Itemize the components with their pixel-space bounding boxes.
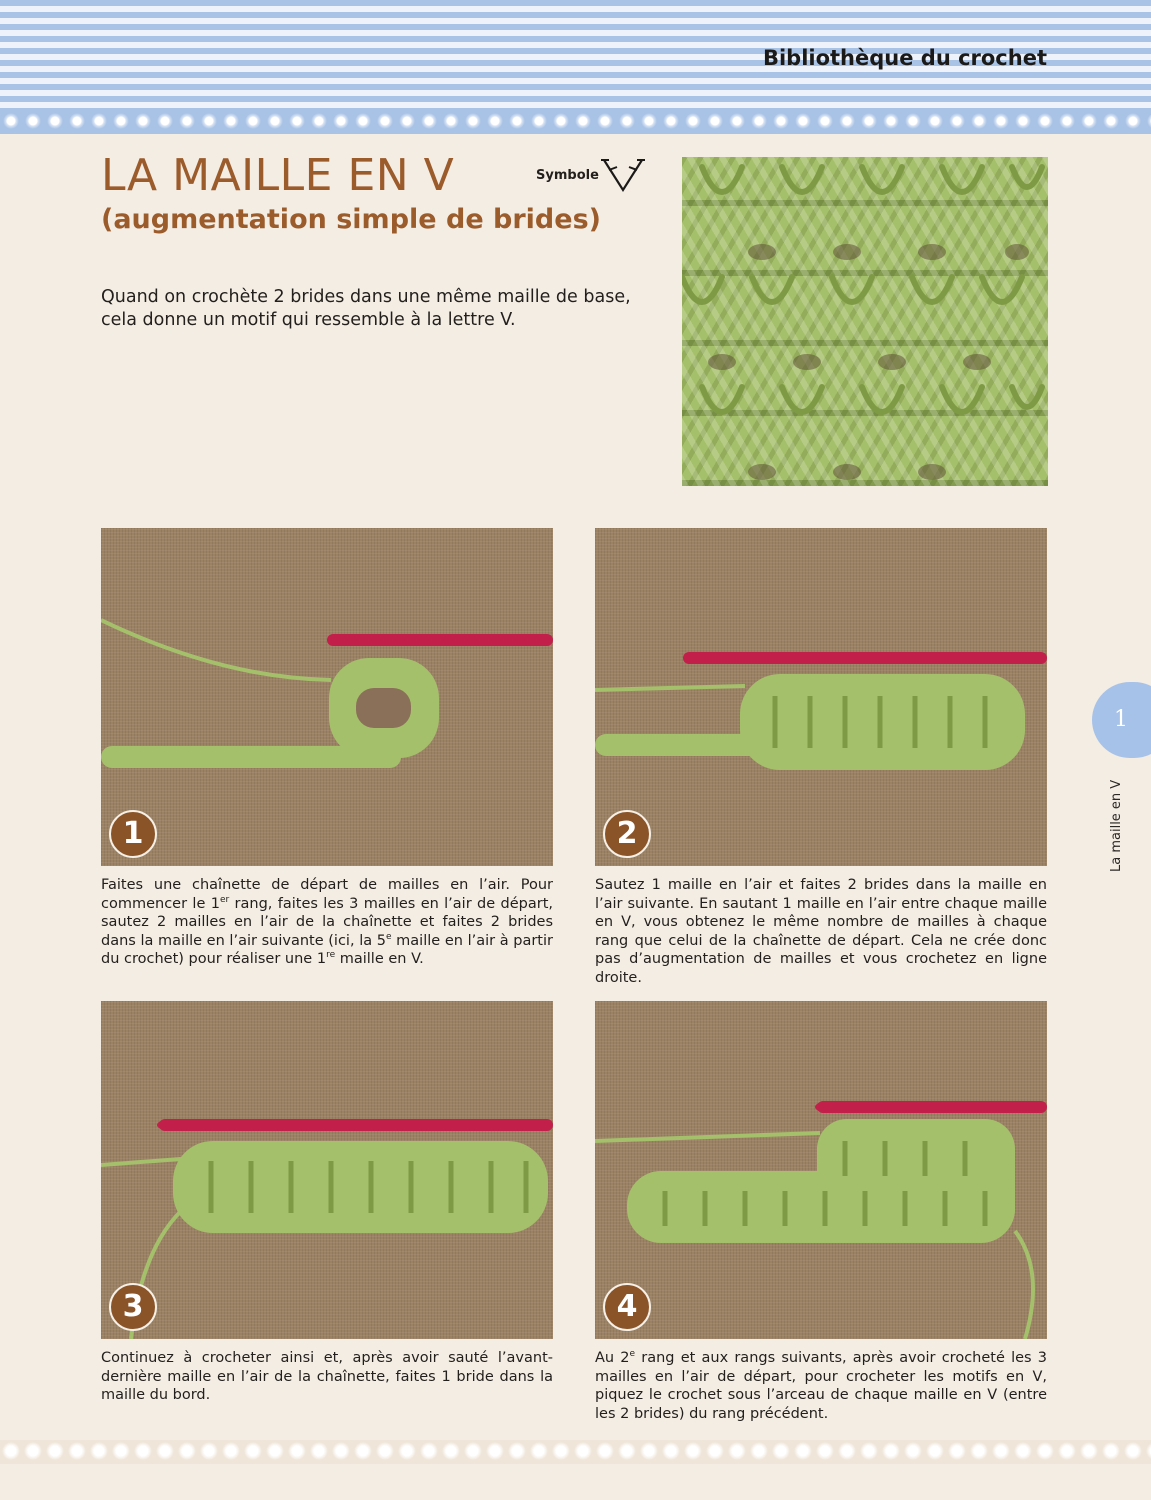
running-header: Bibliothèque du crochet [762,46,1047,70]
step-number-badge: 3 [109,1283,157,1331]
step-3-photo [101,1001,553,1339]
step-1-photo [101,528,553,866]
chapter-tab: 1 [1092,682,1151,758]
intro-line: cela donne un motif qui ressemble à la lettre V. [101,310,516,330]
step-2-text: Sautez 1 maille en l’air et faites 2 brides dans la maille en l’air suivante. En sautant 1 maille en l’air entre chaque maille en V, vous obtenez le même nombre de mailles à chaque rang que celui de la chaînette de départ. Cela ne crée donc pas d’augmentation de mailles et vous crochetez en ligne droite. [595,877,1047,986]
step-2-photo [595,528,1047,866]
lace-trim-bottom [0,1440,1151,1464]
crochet-work-illustration [595,1001,1047,1339]
step-number-badge: 1 [109,810,157,858]
symbol-label: Symbole [536,168,599,183]
v-stitch-symbol-icon [600,154,646,194]
page-subtitle: (augmentation simple de brides) [101,204,601,235]
swatch-texture [682,157,1048,486]
step-3-text: Continuez à crocheter ainsi et, après avoir sauté l’avant-dernière maille en l’air de la chaînette, faites 1 bride dans la maille du bord. [101,1350,553,1404]
intro-line: Quand on crochète 2 brides dans une même maille de base, [101,287,631,307]
chapter-side-label: La maille en V [1109,779,1124,872]
crochet-work-illustration [101,528,553,866]
step-number-badge: 4 [603,1283,651,1331]
crochet-work-illustration [595,528,1047,866]
step-1-text: Faites une chaînette de départ de mailles en l’air. Pour commencer le 1er rang, faites les 3 mailles en l’air de départ, sautez 2 mailles en l’air de la chaînette et faites 2 brides dans la maille en l’air suivante (ici, la 5e maille en l’air à partir du crochet) pour réaliser une 1re maille en V. [101,877,553,968]
lace-trim-top [0,112,1151,134]
page-title: LA MAILLE EN V [101,150,455,201]
crochet-work-illustration [101,1001,553,1339]
swatch-photo [682,157,1048,486]
step-4-photo [595,1001,1047,1339]
step-number-badge: 2 [603,810,651,858]
intro-text [101,286,661,332]
step-4-text: Au 2e rang et aux rangs suivants, après avoir crocheté les 3 mailles en l’air de départ, pour crocheter les motifs en V, piquez le crochet sous l’arceau de chaque maille en V (entre les 2 brides) du rang précédent. [595,1349,1047,1422]
